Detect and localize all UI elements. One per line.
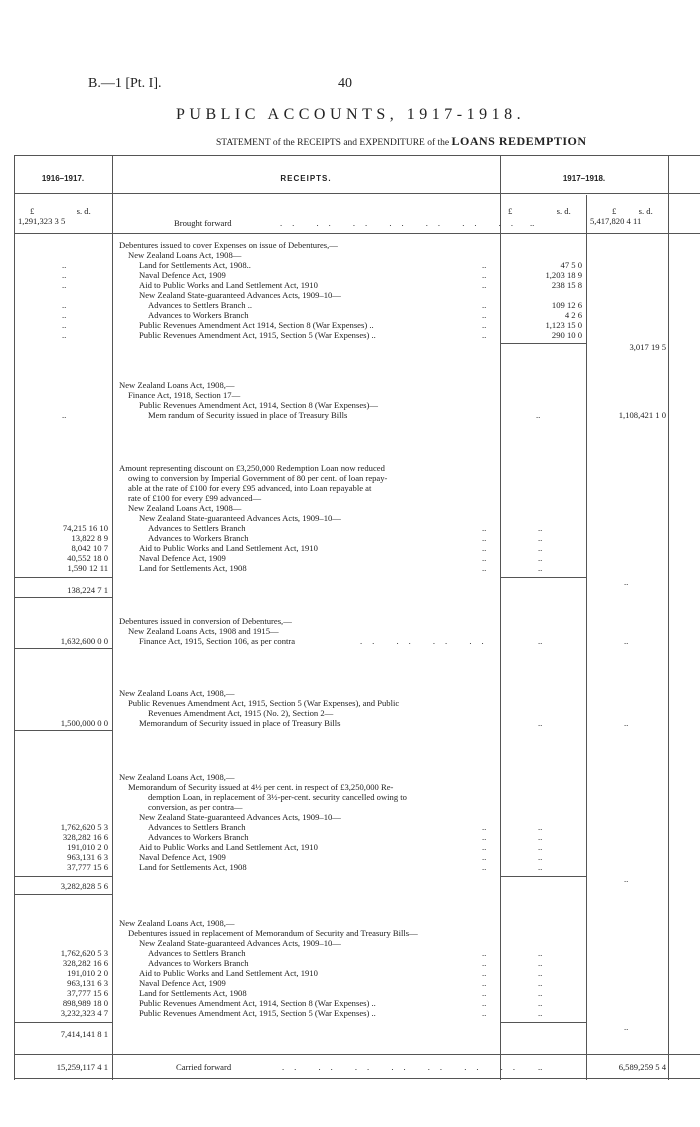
sec7-dots-mid: .. .. .. .. .. .. .. (538, 948, 543, 1018)
sec6-line-4: New Zealand State-guaranteed Advances Acts, 1909–10— (139, 812, 341, 822)
sec1-amount-3: 109 12 6 (551, 300, 582, 310)
leader-dots: .. .. .. .. .. .. .. (282, 1062, 525, 1072)
sec1-dots-left: .. .. .. .. .. .. .. (62, 260, 67, 340)
currency-head-left (30, 206, 91, 216)
sec2-line-2: Public Revenues Amendment Act, 1914, Section 8 (War Expenses)— (139, 400, 378, 410)
brought-forward-total: 5,417,820 4 11 (590, 216, 642, 226)
sec7-dots-total: .. (624, 1022, 629, 1032)
col-header-1917: 1917–1918. (562, 174, 606, 183)
sec7-line-6: Naval Defence Act, 1909 (139, 978, 226, 988)
sec7-prev-5: 898,989 18 0 (62, 998, 108, 1008)
sec2-dots-mid: .. (536, 410, 541, 420)
page-number: 40 (338, 76, 352, 91)
sec7-prev-1: 328,282 16 6 (62, 958, 108, 968)
col-rule-2 (500, 155, 501, 1080)
sec1-line-9: Public Revenues Amendment Act, 1915, Section 5 (War Expenses) .. (139, 330, 376, 340)
sec7-prev-0: 1,762,620 5 3 (60, 948, 108, 958)
sec1-amount-2: 238 15 8 (551, 280, 582, 290)
sec3-line-7: Advances to Workers Branch (148, 533, 249, 543)
sec7-line-0: New Zealand Loans Act, 1908,— (119, 918, 235, 928)
currency-head-mid (508, 206, 571, 216)
sec1-subtotal-rule (500, 343, 586, 344)
shilling-sign: s. (76, 206, 83, 216)
sec7-line-3: Advances to Settlers Branch (148, 948, 246, 958)
sec6-prev-0: 1,762,620 5 3 (60, 822, 108, 832)
sec7-line-4: Advances to Workers Branch (148, 958, 249, 968)
sec6-subtotal-rule-mid (500, 876, 586, 877)
sec7-subtotal-rule-mid (500, 1022, 586, 1023)
page-title: PUBLIC ACCOUNTS, 1917-1918. (176, 106, 526, 123)
sec7-prev-total: 7,414,141 8 1 (60, 1029, 108, 1039)
sec4-dots-total: .. (624, 636, 629, 646)
sec6-dots-total: .. (624, 874, 629, 884)
sec5-dots-mid: .. (538, 718, 543, 728)
sec4-line-2: Finance Act, 1915, Section 106, as per contra (139, 636, 296, 646)
sec3-line-2: able at the rate of £100 for every £95 advanced, into Loan repayable at (128, 483, 372, 493)
sec6-line-8: Naval Defence Act, 1909 (139, 852, 226, 862)
carried-forward-mid: .. (538, 1062, 543, 1072)
sec5-line-0: New Zealand Loans Act, 1908,— (119, 688, 235, 698)
sec6-prev-4: 37,777 15 6 (67, 862, 108, 872)
page-ref: B.—1 [Pt. I]. (88, 76, 162, 91)
sec2-total: 1,108,421 1 0 (618, 410, 666, 420)
inner-col-rule (586, 195, 587, 1080)
sec6-dots-right: .. .. .. .. .. (482, 822, 487, 872)
sec3-prev-total: 138,224 7 1 (67, 585, 108, 595)
sec3-prev-1: 13,822 8 9 (71, 533, 108, 543)
left-edge-rule (14, 155, 15, 1080)
shilling-sign: s. (556, 206, 563, 216)
sec6-dots-mid: .. .. .. .. .. (538, 822, 543, 872)
header-bottom-rule (14, 193, 700, 194)
sec6-line-6: Advances to Workers Branch (148, 832, 249, 842)
sec5-dots-total: .. (624, 718, 629, 728)
sec3-dots-right: .. .. .. .. .. (482, 523, 487, 573)
sec5-prev: 1,500,000 0 0 (60, 718, 108, 728)
sec1-line-0: Debentures issued to cover Expenses on issue of Debentures,— (119, 240, 338, 250)
sec3-line-10: Land for Settlements Act, 1908 (139, 563, 247, 573)
sec3-dots-total: .. (624, 577, 629, 587)
sec6-line-9: Land for Settlements Act, 1908 (139, 862, 247, 872)
table-bottom-rule (14, 1078, 700, 1079)
row-rule (14, 648, 112, 649)
sec7-line-8: Public Revenues Amendment Act, 1914, Section 8 (War Expenses) .. (139, 998, 376, 1008)
sec6-line-5: Advances to Settlers Branch (148, 822, 246, 832)
sec7-prev-6: 3,232,323 4 7 (60, 1008, 108, 1018)
col-header-1916: 1916–1917. (41, 174, 85, 183)
sec7-line-9: Public Revenues Amendment Act, 1915, Section 5 (War Expenses) .. (139, 1008, 376, 1018)
sec1-amount-0: 47 5 0 (560, 260, 582, 270)
col-rule-1 (112, 155, 113, 1080)
sec4-prev: 1,632,600 0 0 (60, 636, 108, 646)
sec6-line-3: conversion, as per contra— (148, 802, 243, 812)
sec2-dots-left: .. (62, 410, 67, 420)
sec3-line-8: Aid to Public Works and Land Settlement Act, 1910 (139, 543, 318, 553)
sec2-line-0: New Zealand Loans Act, 1908,— (119, 380, 235, 390)
sec1-amount-5: 1,123 15 0 (545, 320, 582, 330)
sec6-subtotal-rule (14, 876, 112, 877)
sec1-line-4: Aid to Public Works and Land Settlement Act, 1910 (139, 280, 318, 290)
sec4-leader: .. .. .. .. (360, 636, 494, 646)
carried-forward-total: 6,589,259 5 4 (618, 1062, 666, 1072)
row-rule (14, 233, 700, 234)
subtitle-bold: LOANS REDEMPTION (451, 134, 587, 148)
sec2-line-3: Mem randum of Security issued in place of Treasury Bills (148, 410, 348, 420)
pound-sign: £ (508, 206, 513, 216)
brought-forward-mid: .. (530, 218, 535, 228)
sec7-line-7: Land for Settlements Act, 1908 (139, 988, 247, 998)
pound-sign: £ (30, 206, 35, 216)
sec6-prev-2: 191,010 2 0 (67, 842, 108, 852)
sec1-line-7: Advances to Workers Branch (148, 310, 249, 320)
sec3-line-5: New Zealand State-guaranteed Advances Acts, 1909–10— (139, 513, 341, 523)
sec1-total: 3,017 19 5 (629, 342, 666, 352)
sec1-amount-6: 290 10 0 (551, 330, 582, 340)
sec5-line-2: Revenues Amendment Act, 1915 (No. 2), Section 2— (148, 708, 334, 718)
sec6-line-7: Aid to Public Works and Land Settlement Act, 1910 (139, 842, 318, 852)
currency-head-right (612, 206, 653, 216)
sec3-line-4: New Zealand Loans Act, 1908— (128, 503, 242, 513)
sec7-line-5: Aid to Public Works and Land Settlement Act, 1910 (139, 968, 318, 978)
row-rule (14, 894, 112, 895)
col-rule-3 (668, 155, 669, 1080)
sec2-line-1: Finance Act, 1918, Section 17— (128, 390, 241, 400)
sec6-line-1: Memorandum of Security issued at 4½ per cent. in respect of £3,250,000 Re- (128, 782, 394, 792)
sec3-prev-3: 40,552 18 0 (67, 553, 108, 563)
sec6-line-2: demption Loan, in replacement of 3½-per-cent. security cancelled owing to (148, 792, 407, 802)
sec6-prev-total: 3,282,828 5 6 (60, 881, 108, 891)
sec1-line-6: Advances to Settlers Branch .. (148, 300, 253, 310)
sec3-line-1: owing to conversion by Imperial Government of 80 per cent. of loan repay- (128, 473, 388, 483)
sec3-line-6: Advances to Settlers Branch (148, 523, 246, 533)
row-rule (14, 597, 112, 598)
sec7-prev-3: 963,131 6 3 (67, 978, 108, 988)
carried-forward-label: Carried forward (176, 1062, 232, 1072)
sec3-line-3: rate of £100 for every £99 advanced— (128, 493, 262, 503)
sec4-dots-mid: .. (538, 636, 543, 646)
sec7-prev-2: 191,010 2 0 (67, 968, 108, 978)
sec7-line-2: New Zealand State-guaranteed Advances Acts, 1909–10— (139, 938, 341, 948)
sec1-line-1: New Zealand Loans Act, 1908— (128, 250, 242, 260)
sec3-dots-mid: .. .. .. .. .. (538, 523, 543, 573)
sec4-line-0: Debentures issued in conversion of Debentures,— (119, 616, 292, 626)
sec3-prev-2: 8,042 10 7 (71, 543, 108, 553)
sec6-prev-3: 963,131 6 3 (67, 852, 108, 862)
pound-sign: £ (612, 206, 617, 216)
sec7-subtotal-rule (14, 1022, 112, 1023)
sec1-line-2: Land for Settlements Act, 1908.. (139, 260, 251, 270)
carried-forward-top-rule (14, 1054, 700, 1055)
sec5-line-3: Memorandum of Security issued in place of Treasury Bills (139, 718, 341, 728)
sec1-line-8: Public Revenues Amendment Act 1914, Section 8 (War Expenses) .. (139, 320, 374, 330)
brought-forward-label: Brought forward (174, 218, 232, 228)
sec1-line-5: New Zealand State-guaranteed Advances Acts, 1909–10— (139, 290, 341, 300)
sec3-prev-0: 74,215 16 10 (62, 523, 108, 533)
sec4-line-1: New Zealand Loans Acts, 1908 and 1915— (128, 626, 279, 636)
sec7-prev-4: 37,777 15 6 (67, 988, 108, 998)
pence-sign: d. (564, 206, 571, 216)
sec5-line-1: Public Revenues Amendment Act, 1915, Section 5 (War Expenses), and Public (128, 698, 400, 708)
subtitle-prefix: STATEMENT of the RECEIPTS and EXPENDITURE of the (216, 138, 450, 148)
sec6-line-0: New Zealand Loans Act, 1908,— (119, 772, 235, 782)
sec3-line-9: Naval Defence Act, 1909 (139, 553, 226, 563)
sec1-amount-1: 1,203 18 9 (545, 270, 582, 280)
carried-forward-prev: 15,259,117 4 1 (56, 1062, 108, 1072)
shilling-sign: s. (638, 206, 645, 216)
statement-subtitle (216, 134, 587, 149)
table-top-rule (14, 155, 700, 156)
sec7-dots-right: .. .. .. .. .. .. .. (482, 948, 487, 1018)
brought-forward-prev: 1,291,323 3 5 (18, 216, 66, 226)
sec7-line-1: Debentures issued in replacement of Memorandum of Security and Treasury Bills— (128, 928, 418, 938)
sec3-subtotal-rule-mid (500, 577, 586, 578)
sec6-prev-1: 328,282 16 6 (62, 832, 108, 842)
sec1-dots-right: .. .. .. .. .. .. .. (482, 260, 487, 340)
col-header-receipts: RECEIPTS. (280, 174, 332, 183)
sec1-amount-4: 4 2 6 (564, 310, 582, 320)
row-rule (14, 730, 112, 731)
sec1-line-3: Naval Defence Act, 1909 (139, 270, 226, 280)
leader-dots: .. .. .. .. .. .. .. (280, 218, 523, 228)
sec3-line-0: Amount representing discount on £3,250,000 Redemption Loan now reduced (119, 463, 385, 473)
sec3-prev-4: 1,590 12 11 (67, 563, 108, 573)
pence-sign: d. (84, 206, 91, 216)
pence-sign: d. (646, 206, 653, 216)
sec3-subtotal-rule (14, 577, 112, 578)
